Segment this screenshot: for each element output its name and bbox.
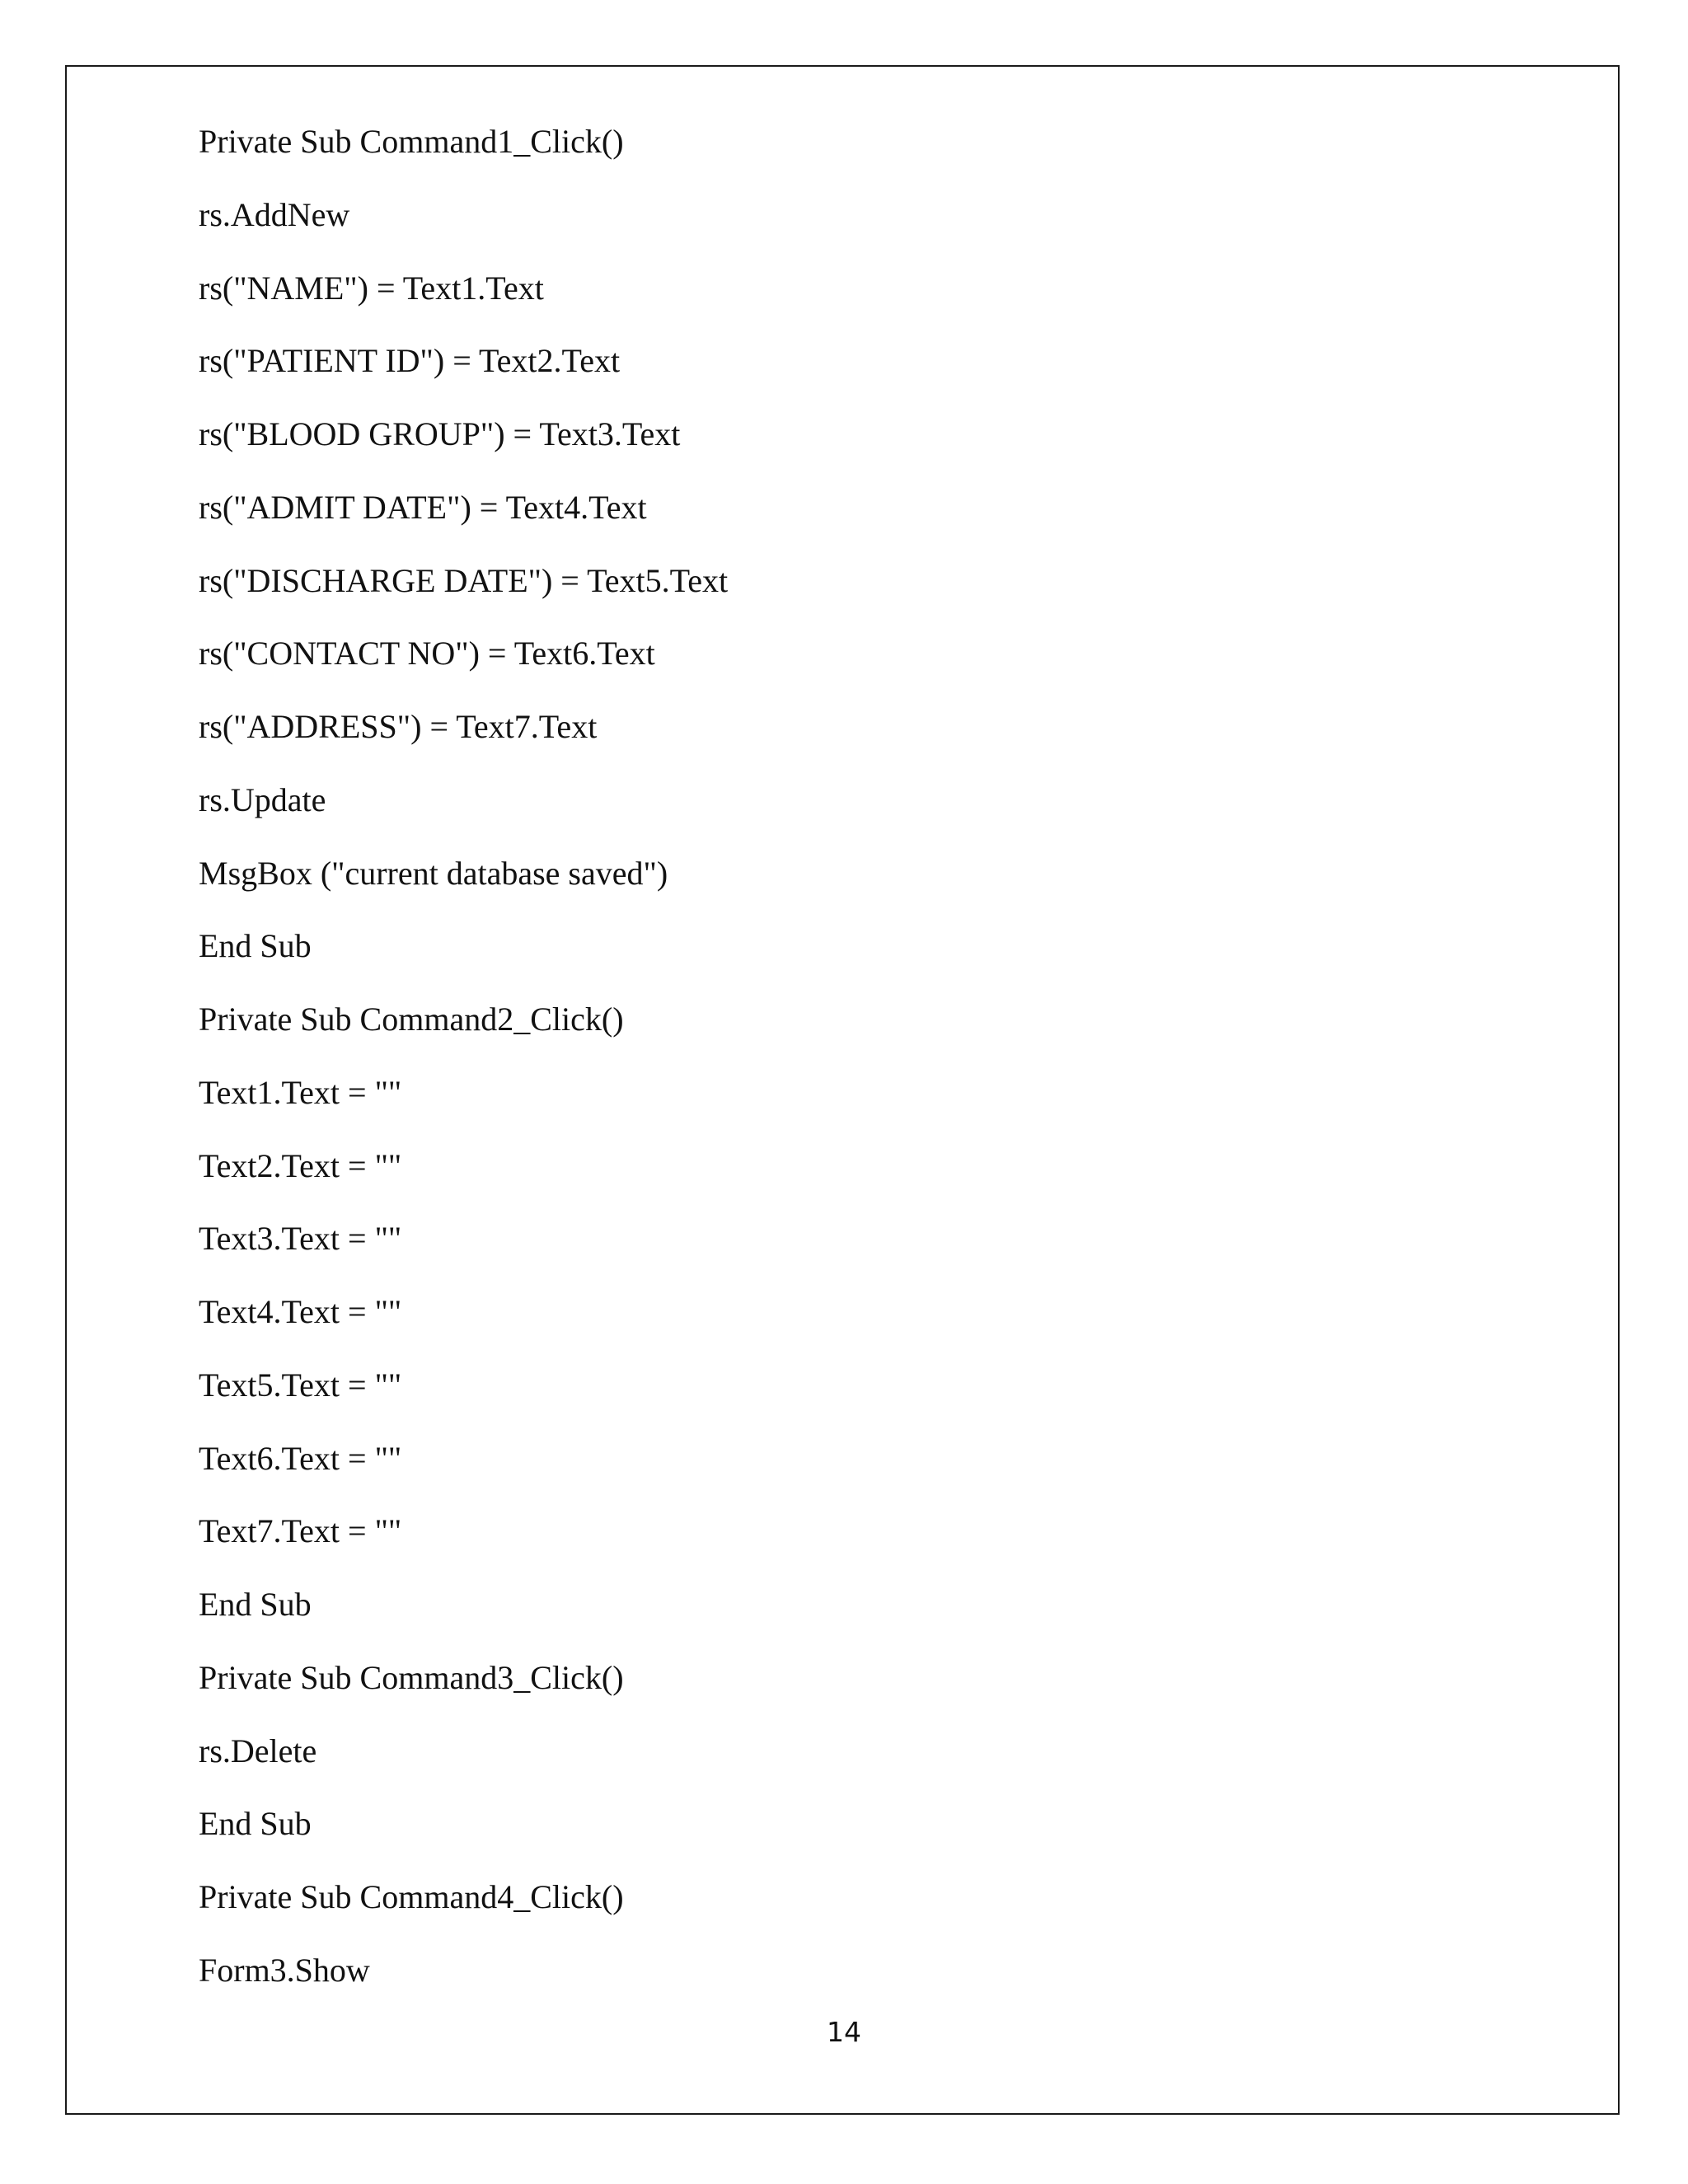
code-line: Private Sub Command1_Click() xyxy=(199,123,624,160)
code-line: rs.AddNew xyxy=(199,195,350,233)
code-line: Text2.Text = "" xyxy=(199,1146,402,1184)
code-line: rs("BLOOD GROUP") = Text3.Text xyxy=(199,415,681,452)
code-line: rs("CONTACT NO") = Text6.Text xyxy=(199,635,655,673)
code-line: rs.Update xyxy=(199,780,326,818)
code-line: MsgBox ("current database saved") xyxy=(199,854,668,892)
code-line: Text3.Text = "" xyxy=(199,1220,402,1258)
code-line: rs("DISCHARGE DATE") = Text5.Text xyxy=(199,561,729,599)
code-listing xyxy=(199,105,728,2008)
code-line: rs.Delete xyxy=(199,1732,317,1769)
code-line: rs("NAME") = Text1.Text xyxy=(199,269,544,307)
page-number: 14 xyxy=(827,2016,861,2048)
code-line: End Sub xyxy=(199,1805,312,1843)
code-line: Private Sub Command3_Click() xyxy=(199,1658,624,1696)
code-line: Text1.Text = "" xyxy=(199,1073,402,1111)
code-line: rs("ADMIT DATE") = Text4.Text xyxy=(199,488,647,526)
code-line: End Sub xyxy=(199,1586,312,1623)
code-line: rs("PATIENT ID") = Text2.Text xyxy=(199,342,621,380)
code-line: Text7.Text = "" xyxy=(199,1512,402,1550)
code-line: Text4.Text = "" xyxy=(199,1293,402,1330)
code-line: Text5.Text = "" xyxy=(199,1366,402,1404)
code-line: Form3.Show xyxy=(199,1951,370,1989)
code-line: rs("ADDRESS") = Text7.Text xyxy=(199,708,598,745)
code-line: Text6.Text = "" xyxy=(199,1439,402,1477)
code-line: End Sub xyxy=(199,927,312,965)
code-line: Private Sub Command2_Click() xyxy=(199,1001,624,1038)
code-line: Private Sub Command4_Click() xyxy=(199,1878,624,1915)
